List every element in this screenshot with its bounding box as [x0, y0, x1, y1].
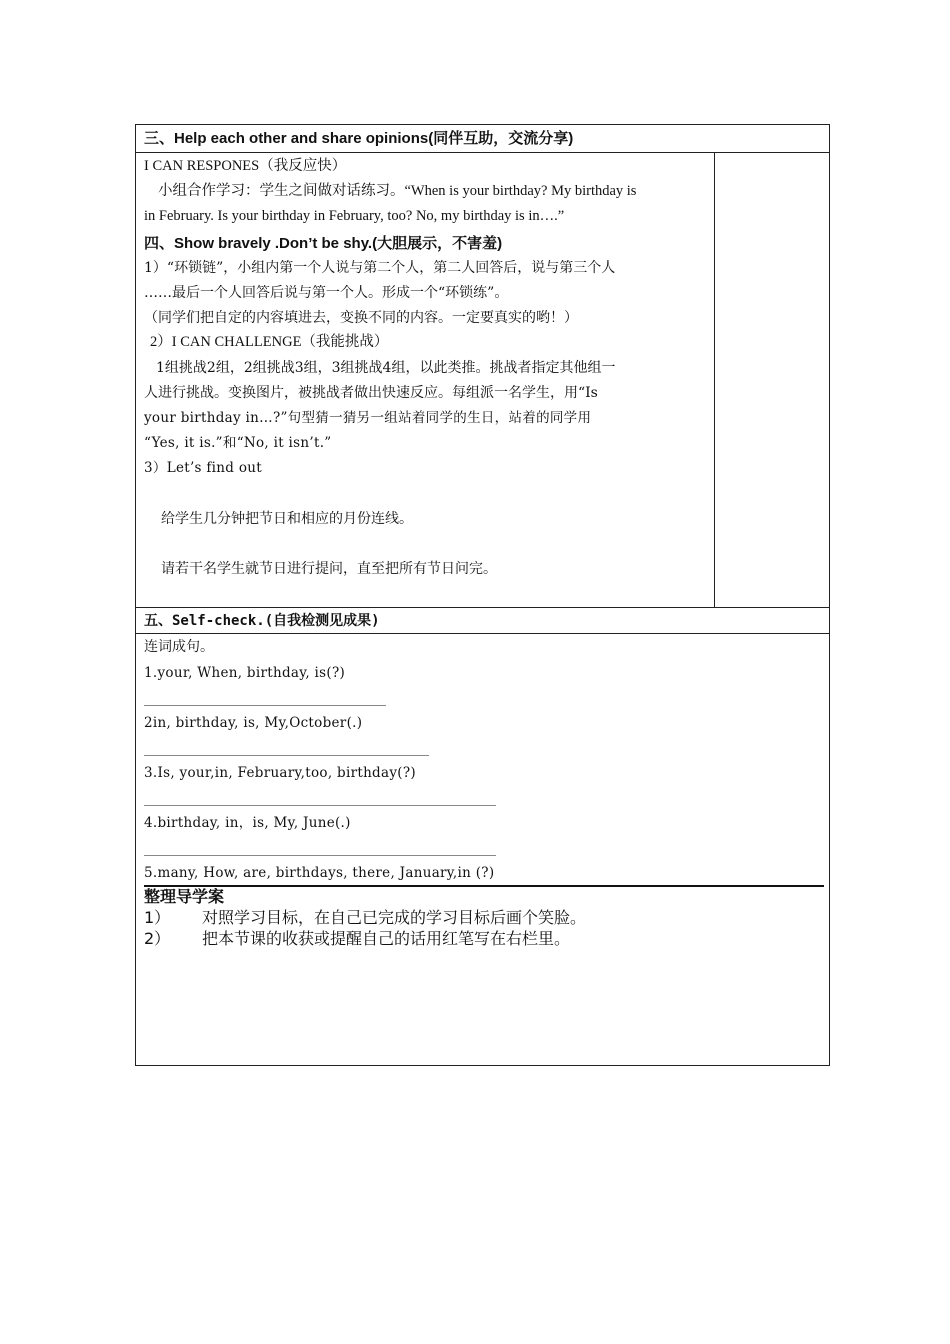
answer-line[interactable] [144, 855, 496, 856]
exercise-item: 2in, birthday, is, My,October(.) [144, 715, 363, 731]
section5-intro: 连词成句。 [144, 639, 214, 655]
section3-heading: 三、Help each other and share opinions(同伴互助，交流分享) [144, 130, 574, 147]
row-divider [136, 607, 829, 608]
summary-title: 整理导学案 [144, 887, 225, 906]
answer-line[interactable] [144, 805, 496, 806]
summary-item-number: 2） [144, 929, 171, 948]
exercise-item: 4.birthday, in，is, My, June(.) [144, 815, 351, 831]
summary-item-text: 对照学习目标，在自己已完成的学习目标后画个笑脸。 [202, 908, 587, 927]
section4-line: 1组挑战2组，2组挑战3组，3组挑战4组，以此类推。挑战者指定其他组一 [156, 360, 616, 376]
section4-line: “Yes, it is.”和“No, it isn’t.” [144, 435, 332, 451]
section4-line: 1）“环锁链”，小组内第一个人说与第二个人，第二人回答后，说与第三个人 [144, 260, 616, 276]
section4-line: 人进行挑战。变换图片，被挑战者做出快速反应。每组派一名学生，用“Is [144, 385, 598, 401]
section5-heading: 五、Self-check.(自我检测见成果) [144, 613, 380, 629]
row-divider [136, 633, 829, 634]
exercise-item: 5.many, How, are, birthdays, there, January,in (?) [144, 865, 495, 881]
exercise-item: 1.your, When, birthday, is(?) [144, 665, 346, 681]
section3-line: in February. Is your birthday in February, too? No, my birthday is in….” [144, 208, 565, 224]
summary-item-text: 把本节课的收获或提醒自己的话用红笔写在右栏里。 [202, 929, 571, 948]
section4-line: ……最后一个人回答后说与第一个人。形成一个“环锁练”。 [144, 285, 509, 301]
exercise-item: 3.Is, your,in, February,too, birthday(?) [144, 765, 416, 781]
section4-subtitle: 3）Let’s find out [144, 460, 262, 476]
section4-line: 请若干名学生就节日进行提问，直至把所有节日问完。 [161, 561, 497, 577]
row-divider [136, 152, 829, 153]
notes-column-divider [714, 152, 715, 607]
section3-title: I CAN RESPONES（我反应快） [144, 158, 347, 174]
section4-line: 给学生几分钟把节日和相应的月份连线。 [161, 511, 413, 527]
section4-line: （同学们把自定的内容填进去，变换不同的内容。一定要真实的哟！） [144, 310, 578, 326]
section4-line: your birthday in…?”句型猜一猜另一组站着同学的生日，站着的同学用 [144, 410, 592, 426]
answer-line[interactable] [144, 755, 429, 756]
answer-line[interactable] [144, 705, 386, 706]
section3-line: 小组合作学习：学生之间做对话练习。“When is your birthday? My birthday is [158, 183, 637, 199]
section4-subtitle: 2）I CAN CHALLENGE（我能挑战） [150, 334, 389, 350]
section4-heading: 四、Show bravely .Don’t be shy.(大胆展示，不害羞) [144, 235, 503, 252]
lesson-table [135, 124, 830, 1066]
summary-divider [144, 885, 824, 887]
summary-item-number: 1） [144, 908, 171, 927]
